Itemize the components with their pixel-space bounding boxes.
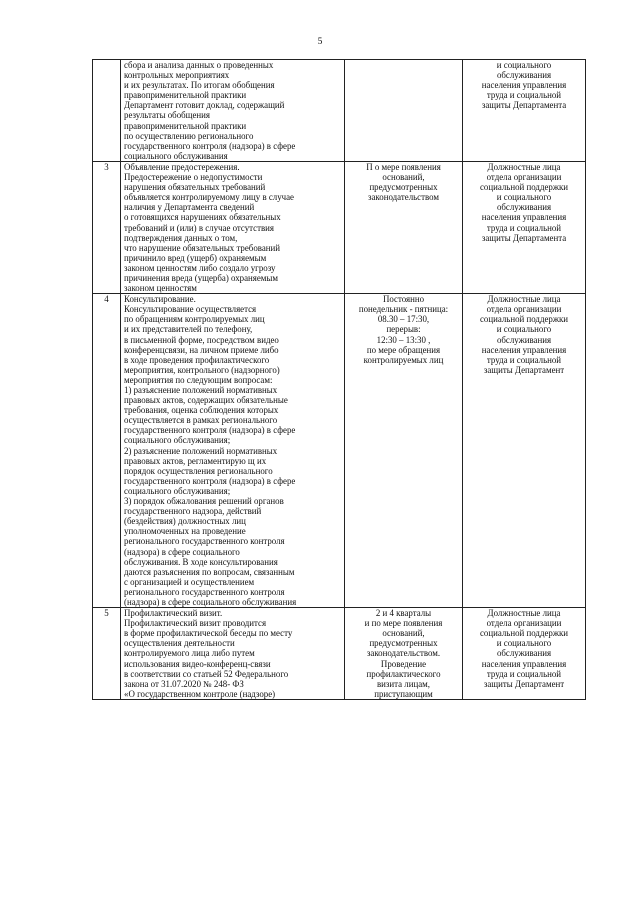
cell-text-line: Постоянно bbox=[382, 294, 425, 305]
cell-text-line: приступающим bbox=[374, 688, 433, 699]
cell-text-line: регионального государственного контроля bbox=[124, 536, 285, 547]
cell-text-line: 2 и 4 кварталы bbox=[375, 608, 432, 619]
cell-text-line: осуществляется в рамках регионального bbox=[124, 415, 278, 426]
responsible-cell bbox=[463, 60, 586, 162]
cell-text-line: профилактического bbox=[366, 668, 441, 679]
cell-text-line: государственного контроля (надзора) в сфере bbox=[124, 425, 296, 436]
cell-text-line: обслуживания bbox=[496, 648, 552, 659]
cell-text-line: обслуживания bbox=[496, 334, 552, 345]
cell-text-line: в ходе проведения профилактического bbox=[124, 354, 270, 365]
cell-text-line: населения управления bbox=[481, 212, 567, 223]
cell-text-line: и социального bbox=[496, 638, 552, 649]
cell-text-line: Проведение bbox=[380, 658, 427, 669]
cell-text-line: социальной поддержки bbox=[479, 628, 569, 639]
cell-text-line: объявляется контролируемому лицу в случае bbox=[124, 192, 295, 203]
cell-text-line: Предостережение о недопустимости bbox=[124, 172, 263, 183]
cell-text-line: по мере обращения bbox=[366, 344, 441, 355]
cell-text-line: защиты Департамента bbox=[481, 100, 567, 111]
row-number-cell: 5 bbox=[93, 608, 121, 700]
cell-text-line: 08.30 – 17:30, bbox=[377, 314, 430, 325]
responsible-cell bbox=[463, 161, 586, 293]
cell-text-line: отдела организации bbox=[486, 304, 562, 315]
table-row bbox=[93, 161, 586, 293]
cell-text-line: и социального bbox=[496, 192, 552, 203]
term-cell bbox=[345, 60, 463, 162]
cell-text-line: труда и социальной bbox=[486, 222, 562, 233]
cell-text-line: защиты Департамент bbox=[483, 364, 565, 375]
cell-text-line: 12:30 – 13:30 , bbox=[376, 334, 431, 345]
cell-text-line: законом ценностям bbox=[124, 283, 197, 294]
cell-text-line: требований и (или) в случае отсутствия bbox=[124, 222, 274, 233]
cell-text-line: уполномоченных на проведение bbox=[124, 526, 246, 537]
cell-text-line: контрольных мероприятиях bbox=[124, 70, 230, 81]
cell-text-line: с организацией и осуществлением bbox=[124, 576, 255, 587]
cell-text-line: использования видео-конференц-связи bbox=[124, 658, 271, 669]
table-row bbox=[93, 608, 586, 700]
cell-text-line: правоприменительной практики bbox=[124, 120, 247, 131]
cell-text-line: Должностные лица bbox=[487, 161, 561, 172]
row-number-cell: 4 bbox=[93, 294, 121, 608]
cell-text-line: мероприятия по следующим вопросам: bbox=[124, 374, 273, 385]
cell-text-line: в письменной форме, посредством видео bbox=[124, 334, 279, 345]
cell-text-line: наличия у Департамента сведений bbox=[124, 202, 255, 213]
cell-text-line: законодательством. bbox=[366, 648, 441, 659]
cell-text-line: и их результатах. По итогам обобщения bbox=[124, 80, 275, 91]
cell-text-line: отдела организации bbox=[486, 618, 562, 629]
responsible-cell bbox=[463, 608, 586, 700]
term-cell bbox=[345, 161, 463, 293]
cell-text-line: 1) разъяснение положений нормативных bbox=[124, 385, 278, 395]
cell-text-line: регионального государственного контроля bbox=[124, 586, 285, 597]
cell-text-line: что нарушение обязательных требований bbox=[124, 242, 281, 253]
cell-text-line: обслуживания bbox=[496, 202, 552, 213]
cell-text-line: 2) разъяснение положений нормативных bbox=[124, 445, 278, 456]
cell-text-line: оснований, bbox=[382, 628, 425, 639]
cell-text-line: и их представителей по телефону, bbox=[124, 324, 253, 335]
cell-text-line: Консультирование. bbox=[124, 294, 196, 305]
cell-text-line: предусмотренных bbox=[369, 638, 438, 649]
cell-text-line: и социального bbox=[496, 60, 552, 70]
cell-text-line: законодательством bbox=[367, 192, 440, 203]
row-number-cell bbox=[93, 60, 121, 162]
cell-text-line: населения управления bbox=[481, 80, 567, 91]
cell-text-line: правоприменительной практики bbox=[124, 90, 247, 101]
cell-text-line: государственного контроля (надзора) в сфере bbox=[124, 475, 296, 486]
cell-text-line: требования, оценка соблюдения которых bbox=[124, 405, 279, 416]
cell-text-line: обслуживания. В ходе консультирования bbox=[124, 556, 278, 567]
table-row bbox=[93, 294, 586, 608]
cell-text-line: даются разъяснения по вопросам, связанным bbox=[124, 566, 295, 577]
cell-text-line: и по мере появления bbox=[364, 618, 443, 629]
cell-text-line: сбора и анализа данных о проведенных bbox=[124, 60, 274, 70]
cell-text-line: контролируемого лица либо путем bbox=[124, 648, 255, 659]
cell-text-line: закона от 31.07.2020 № 248- ФЗ bbox=[124, 678, 244, 689]
page-number: 5 bbox=[317, 37, 323, 47]
cell-text-line: причинило вред (ущерб) охраняемым bbox=[124, 252, 267, 263]
cell-text-line: в форме профилактической беседы по месту bbox=[124, 628, 293, 639]
cell-text-line: (бездействия) должностных лиц bbox=[124, 516, 246, 527]
cell-text-line: «О государственном контроле (надзоре) bbox=[124, 688, 276, 699]
cell-text-line: осуществления деятельности bbox=[124, 638, 235, 649]
term-cell bbox=[345, 608, 463, 700]
cell-text-line: социальной поддержки bbox=[479, 182, 569, 193]
cell-text-line: правовых актов, регламентирую щ их bbox=[124, 455, 267, 466]
cell-text-line: населения управления bbox=[481, 658, 567, 669]
cell-text-line: П о мере появления bbox=[366, 161, 441, 172]
cell-text-line: Профилактический визит проводится bbox=[124, 618, 267, 629]
cell-text-line: причинения вреда (ущерба) охраняемым bbox=[124, 272, 278, 283]
cell-text-line: Профилактический визит. bbox=[124, 608, 223, 619]
cell-text-line: государственного надзора, действий bbox=[124, 506, 262, 517]
cell-text-line: социального обслуживания bbox=[124, 150, 228, 161]
term-cell bbox=[345, 294, 463, 608]
cell-text-line: 3) порядок обжалования решений органов bbox=[124, 496, 284, 507]
cell-text-line: защиты Департамент bbox=[483, 678, 565, 689]
cell-text-line: государственного контроля (надзора) в сфере bbox=[124, 140, 296, 151]
cell-text-line: мероприятия, контрольного (надзорного) bbox=[124, 364, 280, 375]
table-row bbox=[93, 60, 586, 162]
cell-text-line: Объявление предостережения. bbox=[124, 161, 240, 172]
cell-text-line: правовых актов, содержащих обязательные bbox=[124, 395, 288, 406]
cell-text-line: Должностные лица bbox=[487, 294, 561, 305]
cell-text-line: перерыв: bbox=[386, 324, 421, 335]
cell-text-line: Должностные лица bbox=[487, 608, 561, 619]
description-cell bbox=[121, 294, 345, 608]
cell-text-line: отдела организации bbox=[486, 172, 562, 183]
cell-text-line: подтверждения данных о том, bbox=[124, 232, 238, 243]
description-cell bbox=[121, 60, 345, 162]
cell-text-line: Консультирование осуществляется bbox=[124, 304, 257, 315]
cell-text-line: нарушения обязательных требований bbox=[124, 182, 266, 193]
cell-text-line: порядок осуществления регионального bbox=[124, 465, 273, 476]
cell-text-line: оснований, bbox=[382, 172, 425, 183]
cell-text-line: визита лицам, bbox=[376, 678, 431, 689]
cell-text-line: Департамент готовит доклад, содержащий bbox=[124, 100, 285, 111]
row-number-cell: 3 bbox=[93, 161, 121, 293]
cell-text-line: обслуживания bbox=[496, 70, 552, 81]
cell-text-line: понедельник - пятница: bbox=[358, 304, 449, 315]
cell-text-line: и социального bbox=[496, 324, 552, 335]
cell-text-line: предусмотренных bbox=[369, 182, 438, 193]
cell-text-line: о готовящихся нарушениях обязательных bbox=[124, 212, 281, 223]
cell-text-line: социального обслуживания; bbox=[124, 435, 231, 446]
cell-text-line: результаты обобщения bbox=[124, 110, 211, 121]
description-cell bbox=[121, 608, 345, 700]
cell-text-line: социальной поддержки bbox=[479, 314, 569, 325]
cell-text-line: населения управления bbox=[481, 344, 567, 355]
cell-text-line: труда и социальной bbox=[486, 668, 562, 679]
description-cell bbox=[121, 161, 345, 293]
cell-text-line: труда и социальной bbox=[486, 354, 562, 365]
cell-text-line: (надзора) в сфере социального обслуживания bbox=[124, 596, 297, 607]
measures-table bbox=[92, 59, 586, 700]
cell-text-line: в соответствии со статьей 52 Федерального bbox=[124, 668, 289, 679]
cell-text-line: законом ценностям либо создало угрозу bbox=[124, 262, 276, 273]
responsible-cell bbox=[463, 294, 586, 608]
cell-text-line: по обращениям контролируемых лиц bbox=[124, 314, 265, 325]
cell-text-line: социального обслуживания; bbox=[124, 485, 231, 496]
cell-text-line: (надзора) в сфере социального bbox=[124, 546, 240, 557]
cell-text-line: труда и социальной bbox=[486, 90, 562, 101]
cell-text-line: контролируемых лиц bbox=[363, 354, 444, 365]
cell-text-line: защиты Департамента bbox=[481, 232, 567, 243]
cell-text-line: по осуществлению регионального bbox=[124, 130, 254, 141]
cell-text-line: конференцсвязи, на личном приеме либо bbox=[124, 344, 279, 355]
